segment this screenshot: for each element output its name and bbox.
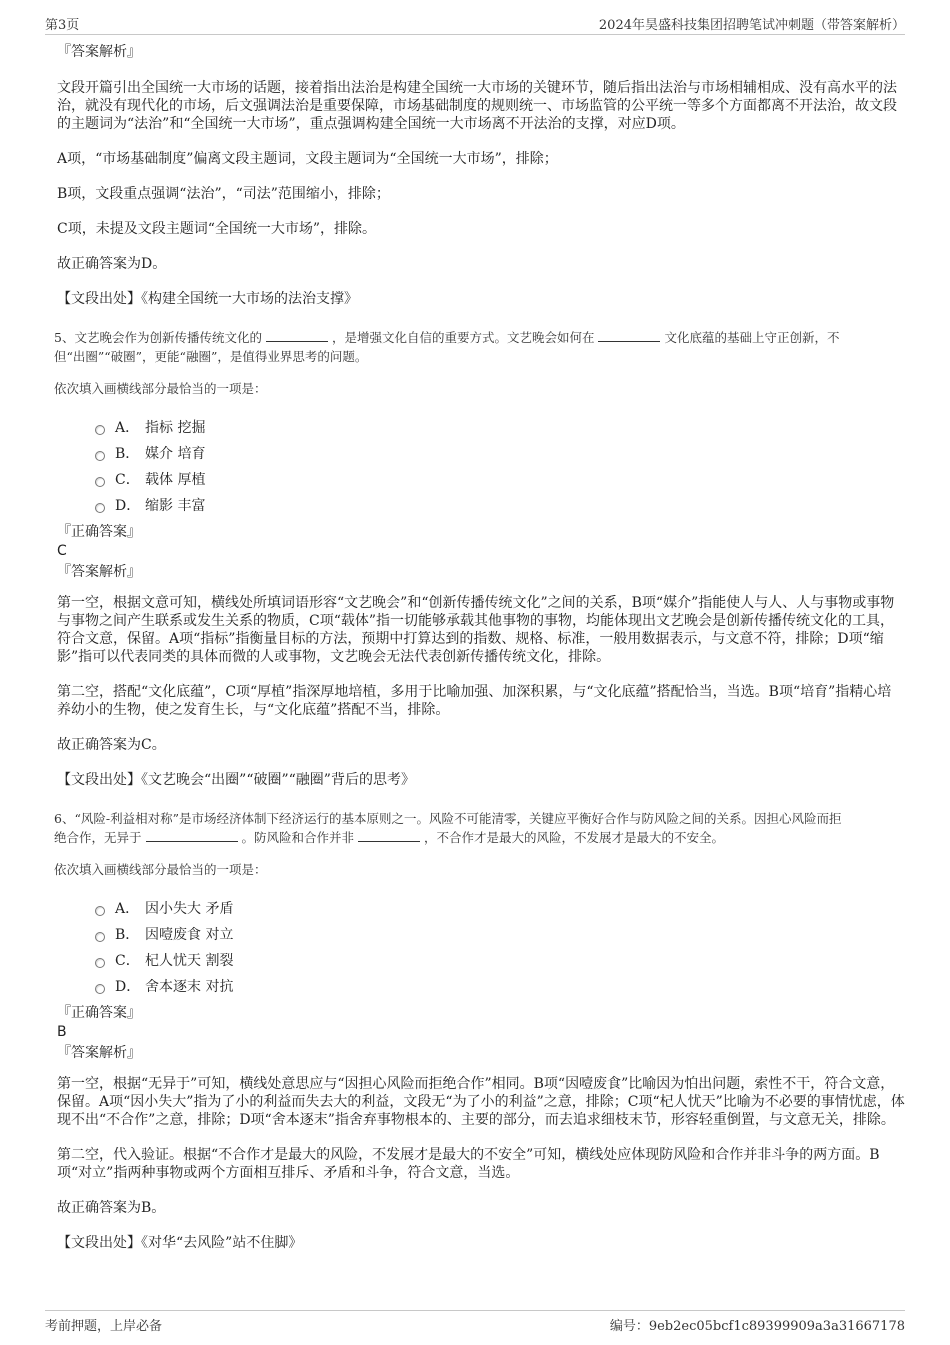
q6-source: 【文段出处】《对华“去风险”站不住脚》	[57, 1235, 303, 1251]
q4-analysis-label: 『答案解析』	[57, 44, 141, 60]
q5-conclusion: 故正确答案为C。	[57, 737, 166, 753]
radio-icon[interactable]	[95, 503, 105, 513]
q4-conclusion: 故正确答案为D。	[57, 256, 167, 272]
q6-blank-2	[358, 829, 420, 842]
q6-analysis-paragraph-2: 第二空，代入验证。根据“不合作才是最大的风险，不发展才是最大的不安全”可知，横线处应体现防风险和合作并非斗争的两方面。B项“对立”指两种事物或两个方面相互排斥、矛盾和斗争，符合文意，当选。	[57, 1147, 880, 1181]
q4-analysis-option-a: A项，“市场基础制度”偏离文段主题词，文段主题词为“全国统一大市场”，排除；	[57, 151, 558, 167]
q6-option-a[interactable]: A． 因小失大 矛盾	[95, 895, 905, 921]
q6-correct-label: 『正确答案』	[57, 1005, 141, 1021]
radio-icon[interactable]	[95, 984, 105, 994]
radio-icon[interactable]	[95, 932, 105, 942]
page-header	[45, 10, 905, 35]
page-footer	[45, 1310, 905, 1333]
q5-blank-1	[266, 329, 328, 342]
q4-analysis-option-c: C项，未提及文段主题词“全国统一大市场”，排除。	[57, 221, 377, 237]
q6-analysis-paragraph-1: 第一空，根据“无异于”可知，横线处意思应与“因担心风险而拒绝合作”相同。B项“因噎废食”比喻因为怕出问题，索性不干，符合文意，保留。A项“因小失大”指为了小的利益而失去大的利益，文段无“为了小的利益”之意，排除；C项“杞人忧天”比喻为不必要的事情忧虑，体现不出“不合作”之意，排除；D项“舍本逐末”指舍弃事物根本的、主要的部分，而去追求细枝末节，形容轻重倒置，与文意无关，排除。	[57, 1076, 905, 1128]
q6-option-c[interactable]: C． 杞人忧天 割裂	[95, 947, 905, 973]
radio-icon[interactable]	[95, 906, 105, 916]
document-title: 2024年昊盛科技集团招聘笔试冲刺题（带答案解析）	[598, 18, 905, 33]
q6-blank-1	[146, 829, 238, 842]
q6-option-d[interactable]: D． 舍本逐末 对抗	[95, 973, 905, 999]
q5-stem: 5、文艺晚会作为创新传播传统文化的 ，是增强文化自信的重要方式。文艺晚会如何在 文化底蕴的基础上守正创新，不 但“出圈”“破圈”，更能“融圈”，是值得业界思考的问题。	[54, 330, 840, 364]
q5-instruction: 依次填入画横线部分最恰当的一项是：	[54, 381, 267, 396]
q5-correct-answer: C	[57, 543, 67, 559]
q5-source: 【文段出处】《文艺晚会“出圈”“破圈”“融圈”背后的思考》	[57, 772, 415, 788]
radio-icon[interactable]	[95, 477, 105, 487]
q5-analysis-paragraph-2: 第二空，搭配“文化底蕴”，C项“厚植”指深厚地培植，多用于比喻加强、加深积累，与“文化底蕴”搭配恰当，当选。B项“培育”指精心培养幼小的生物，使之发育生长，与“文化底蕴”搭配不当，排除。	[57, 684, 892, 718]
q5-option-d[interactable]: D． 缩影 丰富	[95, 492, 905, 518]
q6-analysis-label: 『答案解析』	[57, 1045, 141, 1061]
page-number: 第3页	[45, 18, 80, 33]
q4-source: 【文段出处】《构建全国统一大市场的法治支撑》	[57, 291, 358, 307]
q6-conclusion: 故正确答案为B。	[57, 1200, 166, 1216]
q5-option-a[interactable]: A． 指标 挖掘	[95, 414, 905, 440]
q5-options	[95, 414, 905, 518]
footer-slogan: 考前押题，上岸必备	[45, 1319, 163, 1334]
q5-blank-2	[598, 329, 660, 342]
q4-analysis-option-b: B项，文段重点强调“法治”，“司法”范围缩小，排除；	[57, 186, 390, 202]
q5-option-c[interactable]: C． 载体 厚植	[95, 466, 905, 492]
q6-stem: 6、“风险-利益相对称”是市场经济体制下经济运行的基本原则之一。风险不可能清零，关键应平衡好合作与防风险之间的关系。因担心风险而拒 绝合作，无异于 。防风险和合作并非 ，不合作才是最大的风险，不发展才是最大的不安全。	[54, 811, 842, 845]
q5-analysis-paragraph-1: 第一空，根据文意可知，横线处所填词语形容“文艺晚会”和“创新传播传统文化”之间的关系，B项“媒介”指能使人与人、人与事物或事物与事物之间产生联系或发生关系的物质，C项“载体”指一切能够承载其他事物的事物，均能体现出文艺晚会是创新传播传统文化的工具，符合文意，保留。A项“指标”指衡量目标的方法，预期中打算达到的指数、规格、标准，一般用数据表示，与文意不符，排除；D项“缩影”指可以代表同类的具体而微的人或事物，文艺晚会无法代表创新传播传统文化，排除。	[57, 595, 895, 665]
q4-analysis-paragraph: 文段开篇引出全国统一大市场的话题，接着指出法治是构建全国统一大市场的关键环节，随后指出法治与市场相辅相成、没有高水平的法治，就没有现代化的市场，后文强调法治是重要保障，市场基础制度的规则统一、市场监管的公平统一等多个方面都离不开法治，故文段的主题词为“法治”和“全国统一大市场”，重点强调构建全国统一大市场离不开法治的支撑，对应D项。	[57, 80, 897, 132]
q6-instruction: 依次填入画横线部分最恰当的一项是：	[54, 862, 267, 877]
q5-option-b[interactable]: B． 媒介 培育	[95, 440, 905, 466]
radio-icon[interactable]	[95, 425, 105, 435]
q5-correct-label: 『正确答案』	[57, 524, 141, 540]
q5-analysis-label: 『答案解析』	[57, 564, 141, 580]
radio-icon[interactable]	[95, 958, 105, 968]
radio-icon[interactable]	[95, 451, 105, 461]
q6-options	[95, 895, 905, 999]
page-content	[54, 42, 905, 1252]
document-code: 编号：9eb2ec05bcf1c89399909a3a31667178	[609, 1319, 905, 1334]
q6-option-b[interactable]: B． 因噎废食 对立	[95, 921, 905, 947]
q6-correct-answer: B	[57, 1024, 67, 1040]
